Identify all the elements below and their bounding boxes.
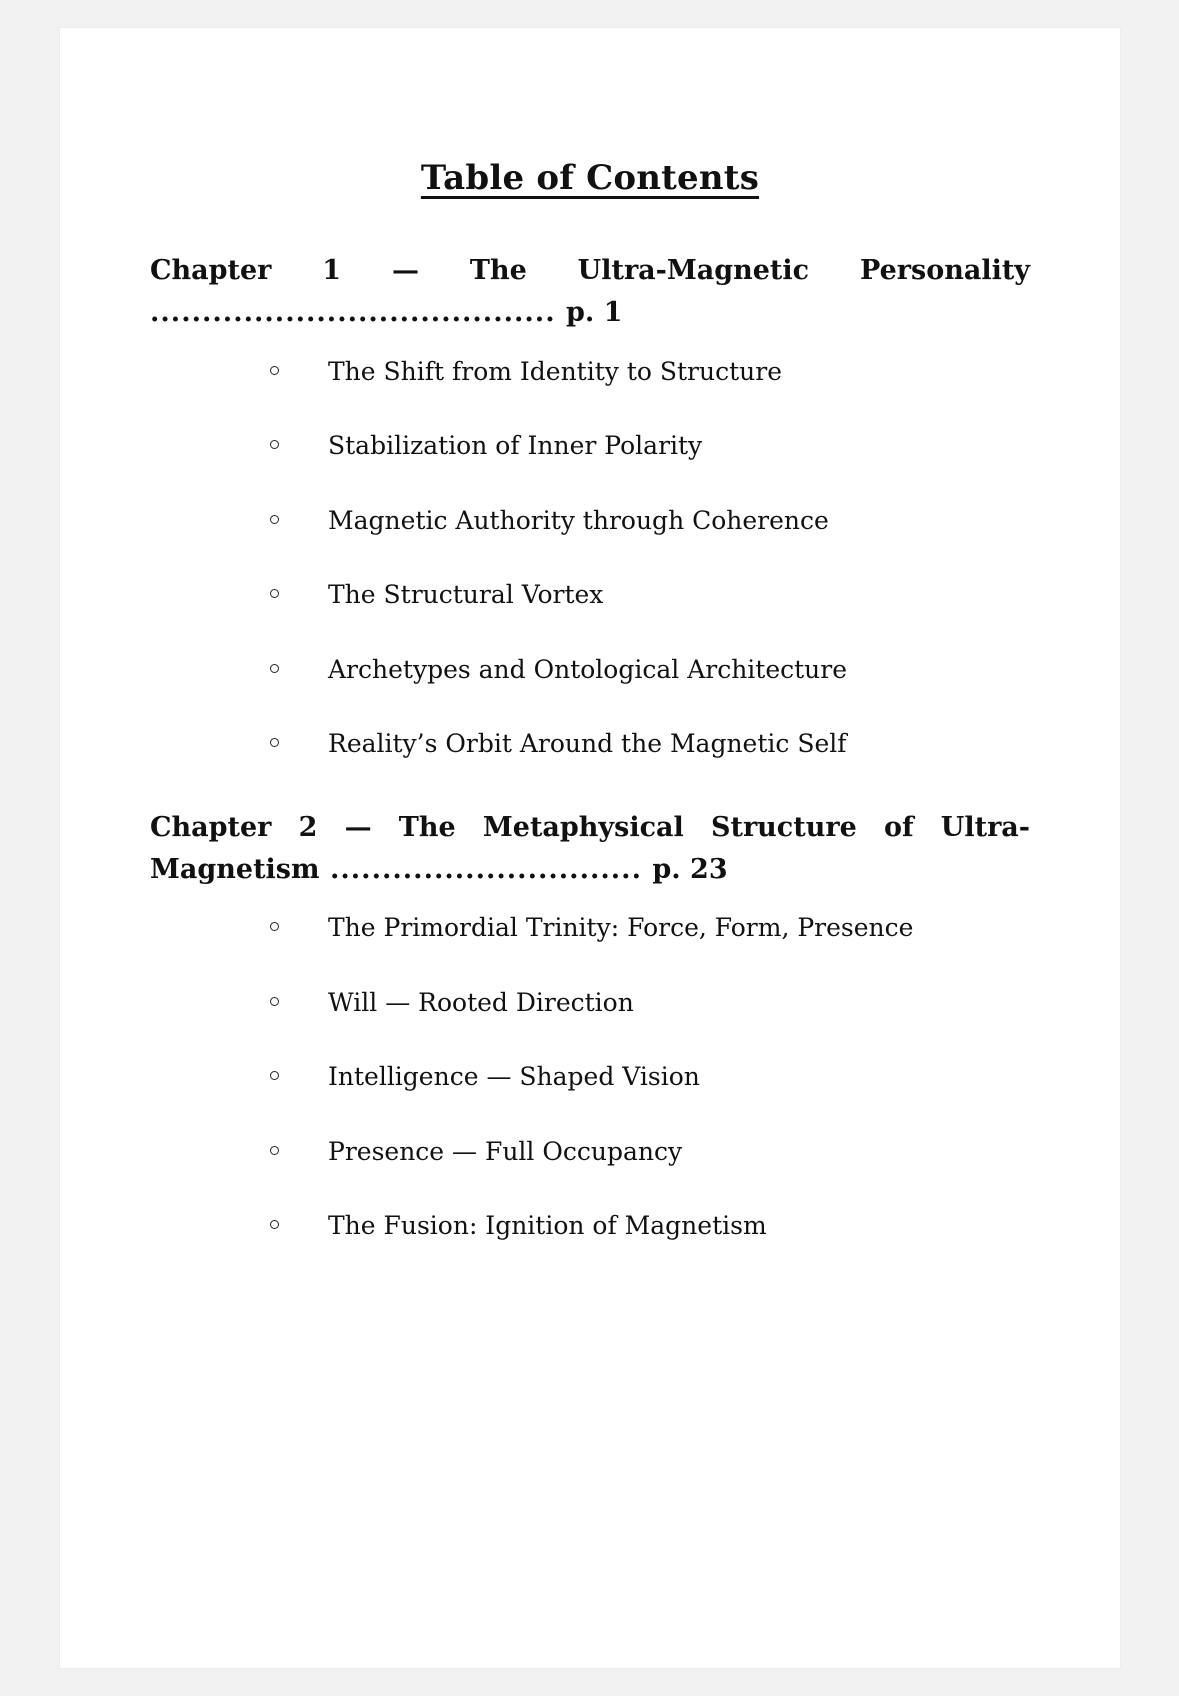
list-item[interactable] [150, 908, 1030, 949]
list-item[interactable] [150, 1057, 1030, 1098]
list-item-label: Archetypes and Ontological Architecture [328, 654, 848, 684]
list-item[interactable] [150, 501, 1030, 542]
list-item[interactable] [150, 352, 1030, 393]
list-item-label: The Fusion: Ignition of Magnetism [328, 1211, 767, 1241]
list-item-label: Magnetic Authority through Coherence [328, 505, 829, 535]
chapter-2-leaders: .............................. [319, 853, 653, 885]
list-item-label: Presence — Full Occupancy [328, 1136, 683, 1166]
chapter-2-heading: Chapter 2 — The Metaphysical Structure of Ultra-Magnetism [150, 811, 1030, 885]
bullet-circle-icon [270, 1071, 279, 1080]
chapter-2-page: p. 23 [652, 853, 728, 885]
bullet-circle-icon [270, 440, 279, 449]
bullet-circle-icon [270, 738, 279, 747]
chapter-1-page: p. 1 [566, 296, 623, 328]
list-item[interactable] [150, 1206, 1030, 1247]
bullet-circle-icon [270, 1146, 279, 1155]
chapter-1-subsections [150, 352, 1030, 765]
list-item-label: Reality’s Orbit Around the Magnetic Self [328, 729, 847, 759]
list-item-label: Stabilization of Inner Polarity [328, 431, 703, 461]
bullet-circle-icon [270, 664, 279, 673]
list-item[interactable] [150, 983, 1030, 1024]
bullet-circle-icon [270, 922, 279, 931]
list-item[interactable] [150, 426, 1030, 467]
bullet-circle-icon [270, 366, 279, 375]
bullet-circle-icon [270, 997, 279, 1006]
bullet-circle-icon [270, 1220, 279, 1229]
list-item-label: The Primordial Trinity: Force, Form, Presence [328, 913, 914, 943]
list-item-label: Will — Rooted Direction [328, 987, 634, 1017]
list-item-label: The Shift from Identity to Structure [328, 356, 782, 386]
list-item[interactable] [150, 724, 1030, 765]
document-page [60, 28, 1120, 1668]
chapter-1-heading: Chapter 1 — The Ultra-Magnetic Personality [150, 255, 1030, 286]
list-item[interactable] [150, 575, 1030, 616]
chapter-entry-1[interactable] [150, 250, 1030, 334]
chapter-entry-2[interactable] [150, 807, 1030, 891]
list-item-label: The Structural Vortex [328, 580, 604, 610]
page-title: Table of Contents [420, 158, 760, 198]
list-item[interactable] [150, 1132, 1030, 1173]
chapter-2-subsections [150, 908, 1030, 1247]
bullet-circle-icon [270, 515, 279, 524]
bullet-circle-icon [270, 589, 279, 598]
chapter-1-leaders: ....................................... [150, 296, 566, 328]
list-item-label: Intelligence — Shaped Vision [328, 1062, 700, 1092]
list-item[interactable] [150, 650, 1030, 691]
page-content [60, 28, 1120, 1247]
